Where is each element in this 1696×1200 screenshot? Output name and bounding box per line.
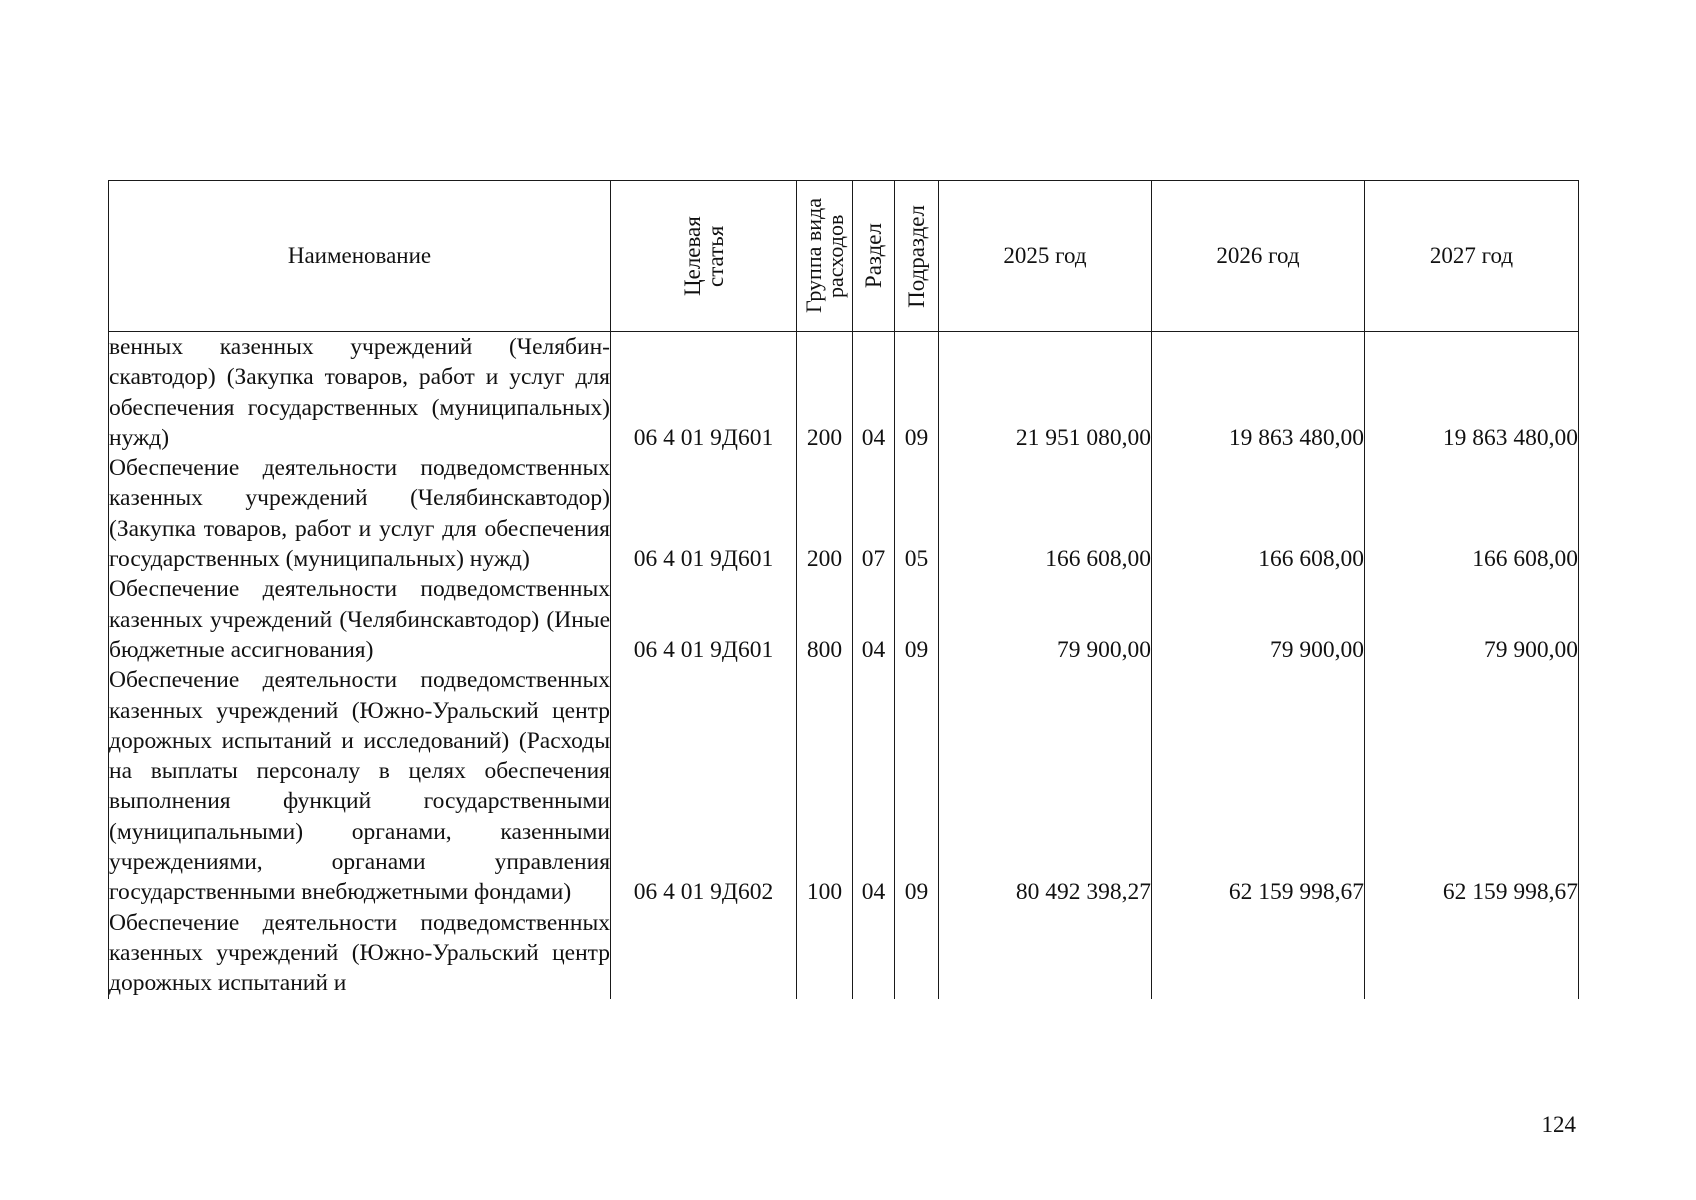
row-2026: 166 608,00 <box>1152 453 1365 574</box>
table-row <box>109 665 1579 907</box>
row-group: 800 <box>797 574 853 665</box>
row-2027: 62 159 998,67 <box>1365 665 1579 907</box>
row-name: Обеспечение деятельности подведомственных казенных учреждений (Южно-Уральский центр дорожных испытаний и исследований) (Расходы на выплаты персоналу в целях обеспечения выполнения функций государственными (муниципальными) органами, казенными учреждениями, органами управления государственными внебюджетными фондами) <box>109 665 611 907</box>
row-group: 100 <box>797 665 853 907</box>
row-target: 06 4 01 9Д601 <box>611 332 797 454</box>
row-subsection: 05 <box>895 453 939 574</box>
row-2027 <box>1365 908 1579 999</box>
row-section <box>853 908 895 999</box>
row-2027: 166 608,00 <box>1365 453 1579 574</box>
row-2025: 80 492 398,27 <box>939 665 1152 907</box>
table-row <box>109 332 1579 454</box>
row-2027: 19 863 480,00 <box>1365 332 1579 454</box>
row-group <box>797 908 853 999</box>
row-section: 04 <box>853 665 895 907</box>
row-group: 200 <box>797 453 853 574</box>
row-subsection: 09 <box>895 332 939 454</box>
row-name: Обеспечение деятельности подведомственных казенных учреждений (Челябинскавтодор) (Иные бюджетные ассигнования) <box>109 574 611 665</box>
header-expense-group: Группа вида расходов <box>797 181 853 332</box>
row-subsection: 09 <box>895 665 939 907</box>
table-row <box>109 908 1579 999</box>
header-2026: 2026 год <box>1152 181 1365 332</box>
table-row <box>109 453 1579 574</box>
row-2026 <box>1152 908 1365 999</box>
row-2025: 21 951 080,00 <box>939 332 1152 454</box>
row-2026: 19 863 480,00 <box>1152 332 1365 454</box>
row-name: Обеспечение деятельности подведомственных казенных учреждений (Южно-Уральский центр дорожных испытаний и <box>109 908 611 999</box>
row-2026: 62 159 998,67 <box>1152 665 1365 907</box>
header-name: Наименование <box>109 181 611 332</box>
row-name: венных казенных учреждений (Челябинскавтодор) (Закупка товаров, работ и услуг для обеспечения государственных (муниципальных) нужд) <box>109 332 611 454</box>
row-section: 04 <box>853 332 895 454</box>
row-subsection <box>895 908 939 999</box>
row-2025 <box>939 908 1152 999</box>
row-2025: 79 900,00 <box>939 574 1152 665</box>
table-row <box>109 574 1579 665</box>
header-2027: 2027 год <box>1365 181 1579 332</box>
row-target: 06 4 01 9Д601 <box>611 453 797 574</box>
budget-table <box>108 180 1579 999</box>
header-subsection: Подраздел <box>895 181 939 332</box>
row-2027: 79 900,00 <box>1365 574 1579 665</box>
row-section: 04 <box>853 574 895 665</box>
header-target: Целевая статья <box>611 181 797 332</box>
row-target: 06 4 01 9Д601 <box>611 574 797 665</box>
row-subsection: 09 <box>895 574 939 665</box>
row-section: 07 <box>853 453 895 574</box>
header-2025: 2025 год <box>939 181 1152 332</box>
table-header-row <box>109 181 1579 332</box>
header-section: Раздел <box>853 181 895 332</box>
page-number: 124 <box>1541 1112 1576 1137</box>
row-2026: 79 900,00 <box>1152 574 1365 665</box>
row-2025: 166 608,00 <box>939 453 1152 574</box>
row-target: 06 4 01 9Д602 <box>611 665 797 907</box>
row-target <box>611 908 797 999</box>
row-group: 200 <box>797 332 853 454</box>
row-name: Обеспечение деятельности подведомственных казенных учреждений (Челябинскавтодор) (Закупка товаров, работ и услуг для обеспечения государственных (муниципальных) нужд) <box>109 453 611 574</box>
